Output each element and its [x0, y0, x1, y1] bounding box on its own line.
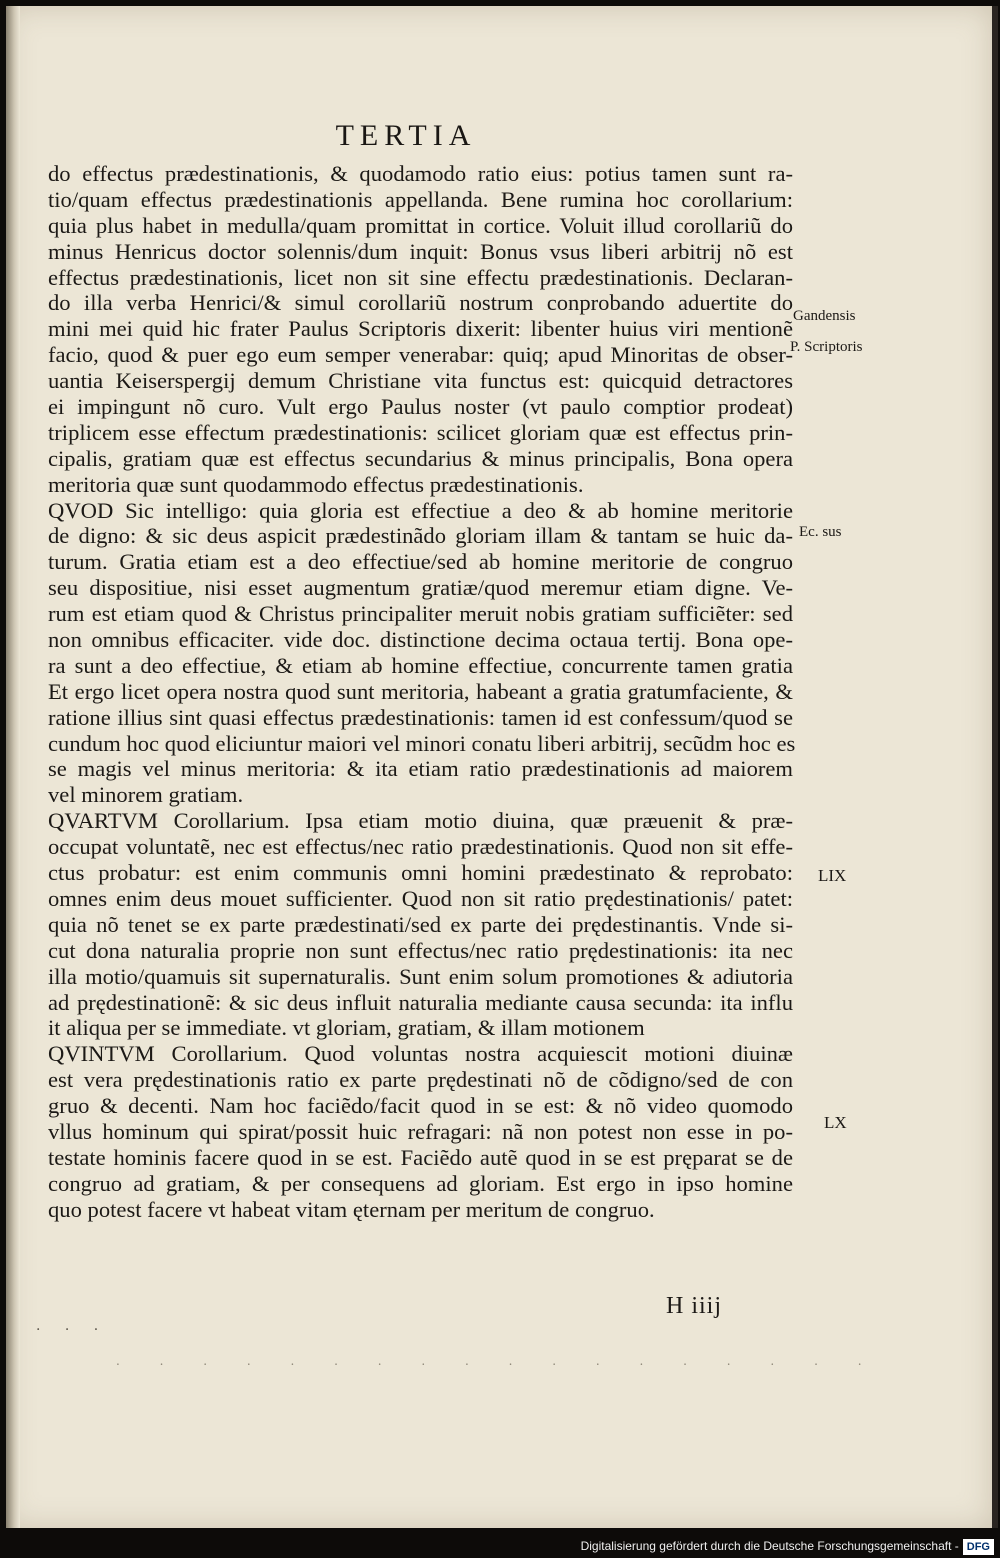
text-line: ra sunt a deo effectiue, & etiam ab homine effectiue, concurrente tamen gratia — [48, 652, 793, 678]
text-line: congruo ad gratiam, & per consequens ad gloriam. Est ergo in ipso homine — [48, 1170, 793, 1196]
text-line: QVOD Sic intelligo: quia gloria est effectiue a deo & ab homine meritorie — [48, 497, 793, 523]
text-line: vllus hominum qui spirat/possit huic refragari: nã non potest non esse in po- — [48, 1118, 793, 1144]
page-edge — [992, 6, 998, 1528]
decorative-specks: . . . . . . . . . . . . . . . . . . — [116, 1354, 880, 1368]
text-line: seu dispositiue, nisi esset augmentum gratiæ/quod meremur etiam digne. Ve- — [48, 575, 793, 601]
text-line: illa motio/quamuis sit supernaturalis. Sunt enim solum promotiones & adiutoria — [48, 963, 793, 989]
text-line: occupat voluntatẽ, nec est effectus/nec ratio prædestinationis. Quod non sit effe- — [48, 834, 793, 860]
margin-note-gandensis: Gandensis — [793, 308, 856, 324]
text-line: de digno: & sic deus aspicit prædestinãdo gloriam illam & tantam se huic da- — [48, 523, 793, 549]
text-line: do illa verba Henrici/& simul corollariũ nostrum conprobando aduertite do — [48, 290, 793, 316]
body-text — [48, 161, 796, 1223]
text-line: ad prędestinationẽ: & sic deus influit naturalia mediante causa secunda: ita influ — [48, 989, 793, 1015]
text-line: gruo & decenti. Nam hoc faciẽdo/facit quod in se est: & nõ video quomodo — [48, 1093, 793, 1119]
text-line: it aliqua per se immediate. vt gloriam, gratiam, & illam motionem — [48, 1015, 645, 1041]
text-line: vel minorem gratiam. — [48, 782, 244, 808]
text-line: QVARTVM Corollarium. Ipsa etiam motio diuina, quæ præuenit & præ- — [48, 808, 793, 834]
margin-note-lix: LIX — [818, 866, 847, 885]
text-line: quia plus habet in medulla/quam promittat in cortice. Voluit illud corollariũ do — [48, 212, 793, 238]
text-line: cut dona naturalia proprie non sunt effectus/nec ratio prędestinationis: ita nec — [48, 937, 793, 963]
text-line: cundum hoc quod eliciuntur maiori vel minori conatu liberi arbitrij, secũdm hoc es — [48, 730, 796, 756]
text-line: ei impingunt nõ curo. Vult ergo Paulus noster (vt paulo comptior prodeat) — [48, 394, 793, 420]
text-line: testate hominis facere quod in se est. Faciẽdo autẽ quod in se est pręparat se de — [48, 1144, 793, 1170]
text-line: turum. Gratia etiam est a deo effectiue/sed ab homine meritorie de congruo — [48, 549, 793, 575]
footer-bar — [0, 1534, 1000, 1558]
text-line: omnes enim deus mouet sufficienter. Quod non sit ratio prędestinationis/ patet: — [48, 885, 793, 911]
margin-note-scriptoris: P. Scriptoris — [790, 339, 863, 355]
text-line: facio, quod & puer ego eum semper venerabar: quiq; apud Minoritas de obser- — [48, 342, 793, 368]
footer-text: Digitalisierung gefördert durch die Deutsche Forschungsgemeinschaft - — [580, 1539, 959, 1553]
text-line: triplicem esse effectum prædestinationis: scilicet gloriam quæ est effectus prin- — [48, 419, 793, 445]
margin-note-ecius: Ec. sus — [799, 524, 842, 540]
text-line: tio/quam effectus prædestinationis appellanda. Bene rumina hoc corollarium: — [48, 186, 793, 212]
text-line: cipalis, gratiam quæ est effectus secundarius & minus principalis, Bona opera — [48, 445, 793, 471]
text-line: ratione illius sint quasi effectus prædestinationis: tamen id est confessum/quod se — [48, 704, 793, 730]
page — [6, 6, 992, 1528]
text-line: non omnibus efficaciter. vide doc. distinctione decima octaua tertij. Bona ope- — [48, 627, 793, 653]
text-line: QVINTVM Corollarium. Quod voluntas nostra acquiescit motioni diuinæ — [48, 1041, 793, 1067]
running-head: TERTIA — [335, 119, 477, 152]
text-line: quia nõ tenet se ex parte prædestinati/sed ex parte dei prędestinantis. Vnde si- — [48, 911, 793, 937]
margin-note-lx: LX — [824, 1113, 847, 1132]
text-line: effectus prædestinationis, licet non sit sine effectu prædestinationis. Declaran- — [48, 264, 793, 290]
decorative-specks: · · · — [36, 1322, 109, 1338]
text-line: est vera prędestinationis ratio ex parte prędestinati nõ de cõdigno/sed de con — [48, 1067, 793, 1093]
text-line: minus Henricus doctor solennis/dum inquit: Bonus vsus liberi arbitrij nõ est — [48, 238, 793, 264]
text-line: uantia Keiserspergij demum Christiane vita functus est: quicquid detractores — [48, 368, 793, 394]
dfg-logo: DFG — [963, 1539, 994, 1555]
text-line: meritoria quæ sunt quodammodo effectus prædestinationis. — [48, 471, 584, 497]
text-line: rum est etiam quod & Christus principaliter meruit nobis gratiam sufficiẽter: sed — [48, 601, 793, 627]
text-line: Et ergo licet opera nostra quod sunt meritoria, habeant a gratia gratumfaciente, & — [48, 678, 793, 704]
text-line: do effectus prædestinationis, & quodamodo ratio eius: potius tamen sunt ra- — [48, 161, 793, 186]
page-gutter — [6, 6, 20, 1528]
text-line: quo potest facere vt habeat vitam ęternam per meritum de congruo. — [48, 1196, 655, 1222]
text-line: mini mei quid hic frater Paulus Scriptoris dixerit: libenter huius viri mentionẽ — [48, 316, 793, 342]
text-line: se magis vel minus meritoria: & ita etiam ratio prædestinationis ad maiorem — [48, 756, 793, 782]
text-line: ctus probatur: est enim communis omni homini prædestinato & reprobato: — [48, 860, 793, 886]
signature-mark: H iiij — [666, 1293, 723, 1319]
